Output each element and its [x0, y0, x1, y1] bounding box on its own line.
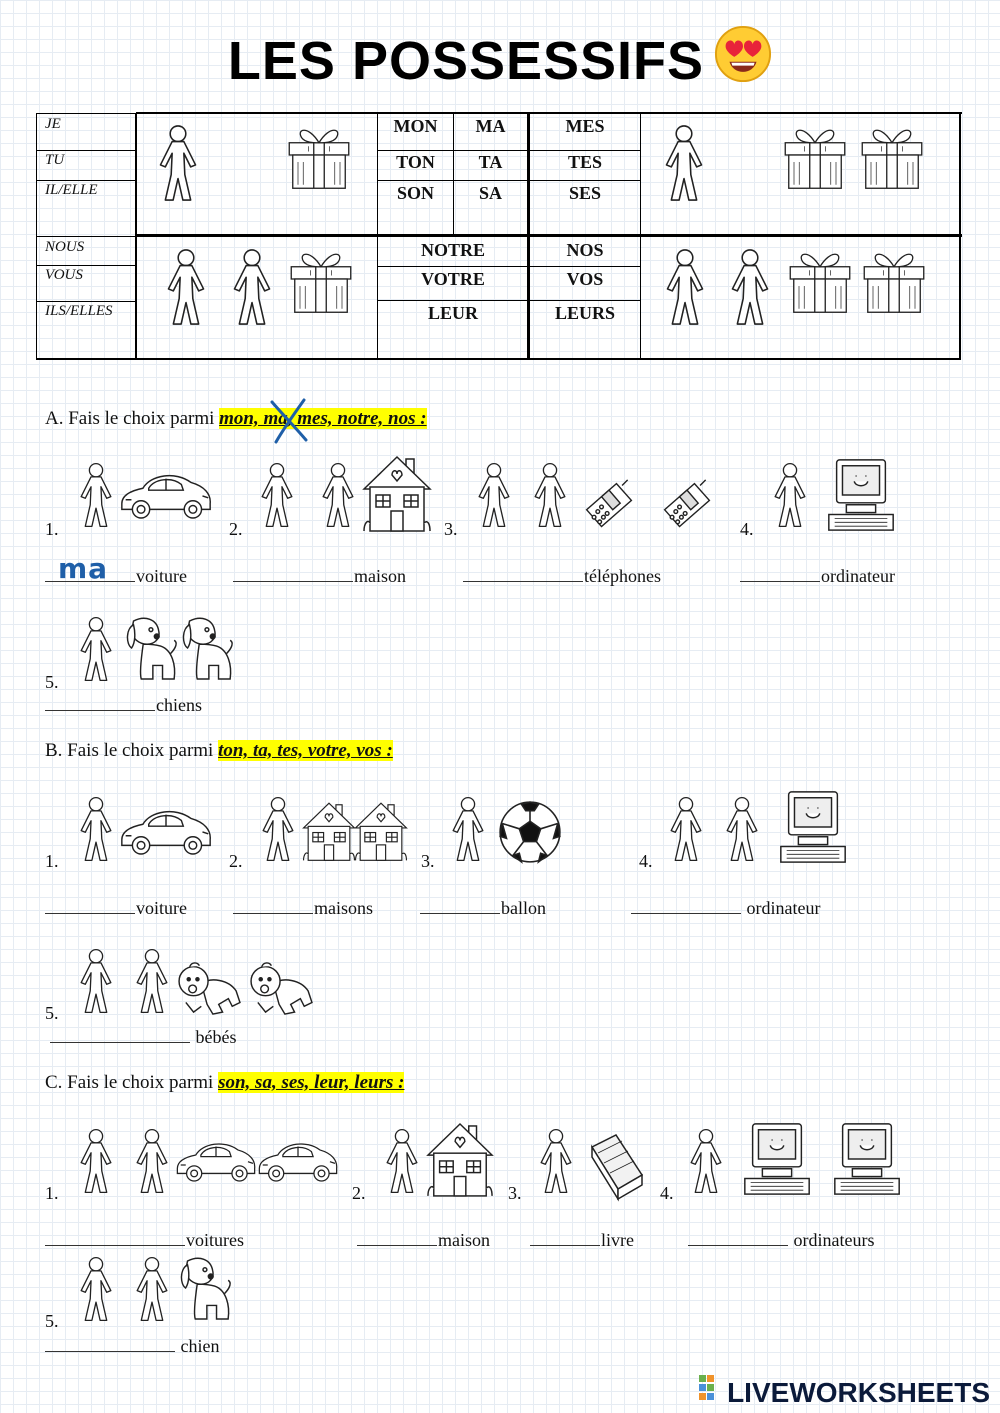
item-number: 4. — [740, 519, 754, 539]
section-c-instruction: C. Fais le choix parmi — [45, 1072, 219, 1093]
answer-slot[interactable] — [45, 1229, 244, 1251]
answer-slot[interactable] — [45, 565, 187, 587]
item-number: 1. — [45, 851, 59, 871]
item-number: 1. — [45, 1183, 59, 1203]
answer-slot[interactable] — [357, 1229, 490, 1251]
gift-icon — [282, 120, 356, 190]
item-word: bébés — [195, 1027, 237, 1047]
answer-slot[interactable] — [740, 565, 895, 587]
gift-icon — [778, 120, 852, 190]
answer-slot[interactable] — [233, 565, 406, 587]
book-icon — [586, 1130, 646, 1202]
item-number: 2. — [229, 851, 243, 871]
item-word: téléphones — [584, 566, 661, 586]
person-icon — [76, 1256, 116, 1322]
person-icon — [232, 248, 272, 326]
pronoun-nous: NOUS — [45, 239, 85, 255]
item-number: 4. — [660, 1183, 674, 1203]
possessive-mes: MES — [565, 116, 605, 136]
brand-mark-icon — [699, 1375, 723, 1408]
item-number: 2. — [229, 519, 243, 539]
person-icon — [770, 462, 810, 528]
section-c-heading — [45, 1072, 404, 1094]
person-icon — [530, 462, 570, 528]
person-icon — [382, 1128, 422, 1194]
item-number: 5. — [45, 1311, 59, 1331]
section-b-instruction: B. Fais le choix parmi — [45, 740, 219, 761]
house-icon — [362, 452, 432, 534]
item-word: maison — [354, 566, 406, 586]
house-icon — [302, 798, 356, 864]
cross-mark-icon — [266, 398, 312, 444]
item-word: voitures — [186, 1230, 244, 1250]
person-icon — [76, 1128, 116, 1194]
baby-icon — [176, 958, 244, 1016]
possessive-mon: MON — [393, 116, 438, 136]
dog-icon — [176, 614, 234, 684]
answer-slot[interactable] — [463, 565, 661, 587]
item-number: 1. — [45, 519, 59, 539]
person-icon — [730, 248, 770, 326]
answer-slot[interactable] — [45, 897, 187, 919]
possessive-son: SON — [396, 183, 434, 203]
answer-slot[interactable] — [631, 897, 820, 919]
title-text: LES POSSESSIFS — [227, 31, 705, 91]
answer-slot[interactable] — [688, 1229, 874, 1251]
baby-icon — [248, 958, 316, 1016]
mobile-phone-icon — [578, 478, 640, 534]
car-icon — [118, 458, 214, 530]
possessive-ta: TA — [478, 152, 503, 172]
computer-icon — [826, 456, 896, 534]
person-icon — [132, 948, 172, 1014]
person-icon — [76, 796, 116, 862]
computer-icon — [742, 1120, 812, 1198]
item-number: 3. — [421, 851, 435, 871]
item-number: 5. — [45, 672, 59, 692]
person-icon — [76, 616, 116, 682]
gift-icon — [855, 120, 929, 190]
person-icon — [448, 796, 488, 862]
computer-icon — [778, 788, 848, 866]
answer-slot[interactable] — [45, 694, 202, 716]
possessives-table — [0, 0, 1000, 370]
item-number: 3. — [444, 519, 458, 539]
possessive-votre: VOTRE — [421, 269, 485, 289]
item-word: maisons — [314, 898, 374, 918]
answer-slot[interactable] — [233, 897, 373, 919]
person-icon — [536, 1128, 576, 1194]
possessive-nos: NOS — [566, 240, 604, 260]
person-icon — [257, 462, 297, 528]
person-icon — [722, 796, 762, 862]
item-word: chiens — [156, 695, 202, 715]
item-number: 4. — [639, 851, 653, 871]
brand-text: LIVEWORKSHEETS — [727, 1377, 990, 1408]
person-icon — [474, 462, 514, 528]
house-icon — [426, 1118, 494, 1200]
section-c-choices: son, sa, ses, leur, leurs : — [218, 1072, 405, 1093]
car-icon — [256, 1130, 340, 1190]
item-number: 2. — [352, 1183, 366, 1203]
mobile-phone-icon — [656, 478, 718, 534]
item-number: 5. — [45, 1003, 59, 1023]
person-icon — [686, 1128, 726, 1194]
section-a-heading — [45, 408, 427, 430]
answer-slot[interactable] — [530, 1229, 634, 1251]
computer-icon — [832, 1120, 902, 1198]
possessive-ma: MA — [475, 116, 506, 136]
pronoun-vous: VOUS — [45, 267, 83, 283]
item-word: maison — [438, 1230, 490, 1250]
item-word: voiture — [136, 566, 187, 586]
answer-slot[interactable] — [50, 1026, 236, 1048]
soccer-ball-icon — [498, 800, 562, 864]
possessive-vos: VOS — [566, 269, 604, 289]
item-word: ballon — [501, 898, 546, 918]
possessive-tes: TES — [567, 152, 603, 172]
gift-icon — [284, 244, 358, 314]
handwritten-answer: ma — [58, 552, 109, 585]
possessive-notre: NOTRE — [420, 240, 485, 260]
dog-icon — [120, 614, 178, 684]
person-icon — [318, 462, 358, 528]
car-icon — [118, 794, 214, 866]
item-word: chien — [180, 1336, 220, 1356]
dog-icon — [174, 1254, 232, 1324]
gift-icon — [783, 244, 857, 314]
brand-logo — [699, 1377, 990, 1409]
person-icon — [166, 248, 206, 326]
gift-icon — [857, 244, 931, 314]
item-word: ordinateurs — [793, 1230, 875, 1250]
item-word: livre — [601, 1230, 634, 1250]
section-b-choices: ton, ta, tes, votre, vos : — [218, 740, 393, 761]
possessive-leurs: LEURS — [554, 303, 616, 323]
possessive-leur: LEUR — [427, 303, 478, 323]
person-icon — [76, 462, 116, 528]
section-a-instruction: A. Fais le choix parmi — [45, 408, 220, 429]
item-word: voiture — [136, 898, 187, 918]
person-icon — [76, 948, 116, 1014]
person-icon — [132, 1256, 172, 1322]
car-icon — [174, 1130, 258, 1190]
pronoun-ils-elles: ILS/ELLES — [45, 303, 113, 319]
person-icon — [664, 124, 704, 202]
pronoun-tu: TU — [45, 152, 65, 168]
answer-slot[interactable] — [420, 897, 546, 919]
item-word: ordinateur — [821, 566, 895, 586]
section-a-choices: mon, ma, mes, notre, nos : — [219, 408, 427, 429]
possessive-ses: SES — [568, 183, 602, 203]
person-icon — [258, 796, 298, 862]
person-icon — [665, 248, 705, 326]
person-icon — [158, 124, 198, 202]
item-number: 3. — [508, 1183, 522, 1203]
pronoun-il-elle: IL/ELLE — [45, 182, 98, 198]
section-b-heading — [45, 740, 393, 762]
pronoun-je: JE — [45, 116, 61, 132]
possessive-sa: SA — [478, 183, 502, 203]
person-icon — [666, 796, 706, 862]
possessive-ton: TON — [396, 152, 435, 172]
house-icon — [354, 798, 408, 864]
item-word: ordinateur — [746, 898, 821, 918]
person-icon — [132, 1128, 172, 1194]
answer-slot[interactable] — [45, 1335, 219, 1357]
